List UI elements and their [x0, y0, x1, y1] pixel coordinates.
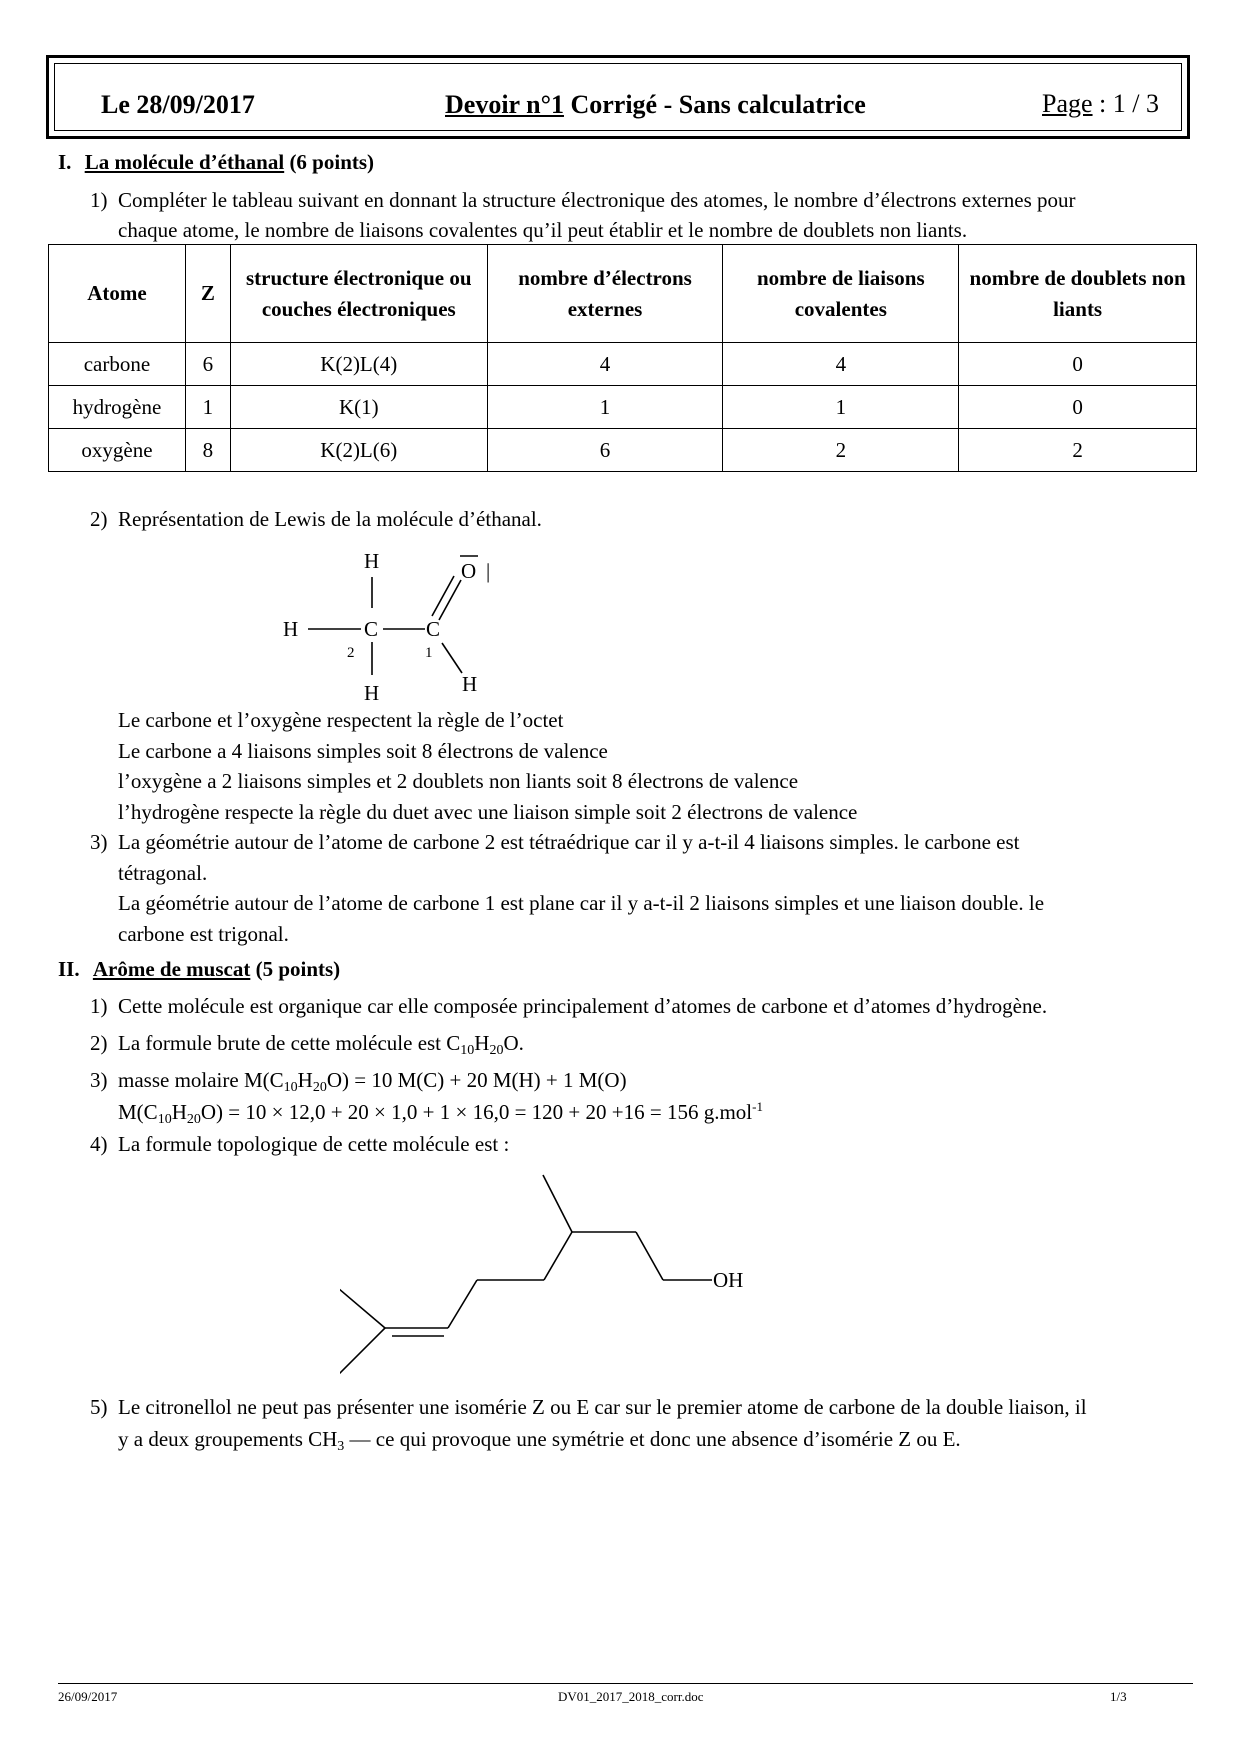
- s2-q5-line1: Le citronellol ne peut pas présenter une isomérie Z ou E car sur le premier atome de carbone de la double liaison, il: [118, 1395, 1087, 1419]
- table-cell: 4: [723, 343, 959, 386]
- lewis-o-lone-pair: |: [486, 559, 491, 583]
- s2-q2-sub-h: 20: [489, 1043, 504, 1058]
- lewis-o: O: [461, 559, 477, 583]
- s1-q1-line2: chaque atome, le nombre de liaisons covalentes qu’il peut établir et le nombre de doublets non liants.: [118, 218, 968, 242]
- s2-q5-number: 5): [90, 1395, 108, 1419]
- table-cell: 1: [723, 386, 959, 429]
- s1-q2-line: l’oxygène a 2 liaisons simples et 2 doublets non liants soit 8 électrons de valence: [118, 769, 799, 793]
- s1-q3-line: carbone est trigonal.: [118, 922, 289, 946]
- s1-q3-line: tétragonal.: [118, 861, 208, 885]
- s2-q1-number: 1): [90, 994, 108, 1018]
- s1-q2-number: 2): [90, 507, 108, 531]
- lewis-label-1: 1: [425, 645, 433, 661]
- header-page-value: : 1 / 3: [1092, 89, 1159, 118]
- table-cell: carbone: [49, 343, 186, 386]
- bond-chain-3: [544, 1232, 572, 1280]
- lewis-h-left: H: [283, 617, 299, 641]
- s2-q3-l2-h: H: [171, 1100, 187, 1124]
- s1-q3-number: 3): [90, 830, 108, 854]
- header-title-rest: Corrigé - Sans calculatrice: [563, 90, 866, 119]
- s1-q2-line: Le carbone et l’oxygène respectent la règle de l’octet: [118, 708, 564, 732]
- s2-q2-text: [118, 1029, 524, 1057]
- header-page: [1042, 86, 1159, 121]
- s1-q2-line: Le carbone a 4 liaisons simples soit 8 électrons de valence: [118, 739, 608, 763]
- bond-chain-1: [448, 1280, 477, 1328]
- table-header-cell: Z: [185, 245, 230, 343]
- s1-q3-line: La géométrie autour de l’atome de carbone 2 est tétraédrique car il y a-t-il 4 liaisons simples. le carbone est: [118, 830, 1020, 854]
- table-cell: K(2)L(6): [230, 429, 487, 472]
- table-cell: 2: [723, 429, 959, 472]
- section1-points: (6 points): [284, 150, 375, 174]
- s2-q2-h: H: [474, 1031, 490, 1055]
- table-cell: 2: [959, 429, 1197, 472]
- table-cell: 6: [487, 429, 723, 472]
- s2-q2-sub-c: 10: [460, 1043, 475, 1058]
- section2-heading: [58, 955, 340, 983]
- header-date: Le 28/09/2017: [101, 90, 255, 119]
- table-cell: oxygène: [49, 429, 186, 472]
- s1-q3-line: La géométrie autour de l’atome de carbone 1 est plane car il y a-t-il 2 liaisons simples et une liaison double. le: [118, 891, 1045, 915]
- s2-q3-l2-b: O) = 10 × 12,0 + 20 × 1,0 + 1 × 16,0 = 120 + 20 +16 = 156 g.mol: [200, 1100, 753, 1124]
- bond-c1-h-right: [442, 643, 462, 673]
- s2-q5-line2: [118, 1425, 961, 1453]
- table-cell: 4: [487, 343, 723, 386]
- table-header-cell: Atome: [49, 245, 186, 343]
- s2-q3-l1-b: O) = 10 M(C) + 20 M(H) + 1 M(O): [326, 1068, 627, 1092]
- lewis-h-bottom: H: [364, 681, 380, 705]
- table-cell: 1: [185, 386, 230, 429]
- s2-q3-l1-sub-h: 20: [312, 1080, 327, 1095]
- table-row: [49, 429, 1197, 472]
- s2-q3-l2-sub-h: 20: [186, 1112, 201, 1127]
- table-cell: 1: [487, 386, 723, 429]
- table-header-cell: nombre d’électrons externes: [487, 245, 723, 343]
- footer-date: 26/09/2017: [58, 1689, 118, 1704]
- s2-q4-number: 4): [90, 1132, 108, 1156]
- section2-number: II.: [58, 957, 80, 981]
- table-header-cell: nombre de liaisons covalentes: [723, 245, 959, 343]
- lewis-h-right: H: [462, 672, 478, 696]
- table-cell: 6: [185, 343, 230, 386]
- header-title-underlined: Devoir n°1: [445, 90, 564, 119]
- topo-oh-label: OH: [713, 1268, 744, 1292]
- header-title: [445, 87, 866, 122]
- table-header-cell: nombre de doublets non liants: [959, 245, 1197, 343]
- bond-chain-5: [636, 1232, 663, 1280]
- table-cell: K(2)L(4): [230, 343, 487, 386]
- s2-q3-line2: [118, 1098, 763, 1126]
- footer-divider: [58, 1683, 1193, 1684]
- s2-q3-line1: [118, 1066, 627, 1094]
- lewis-c1: C: [426, 617, 441, 641]
- s2-q2-end: O.: [503, 1031, 524, 1055]
- table-header-cell: structure électronique ou couches électroniques: [230, 245, 487, 343]
- table-cell: 0: [959, 343, 1197, 386]
- s2-q3-l2-sup: -1: [752, 1099, 763, 1114]
- double-bond-c1-o-b: [439, 580, 461, 620]
- s1-q2-line: l’hydrogène respecte la règle du duet avec une liaison simple soit 2 électrons de valence: [118, 800, 858, 824]
- s2-q5-l2-a: y a deux groupements CH: [118, 1427, 338, 1451]
- bond-branch-methyl: [543, 1175, 572, 1232]
- section1-title: La molécule d’éthanal: [84, 150, 285, 174]
- s2-q3-l1-sub-c: 10: [283, 1080, 298, 1095]
- table-cell: 8: [185, 429, 230, 472]
- lewis-h-top: H: [364, 549, 380, 573]
- s2-q5-l2-b: — ce qui provoque une symétrie et donc une absence d’isomérie Z ou E.: [344, 1427, 961, 1451]
- table-row: [49, 386, 1197, 429]
- header-inner-frame: [54, 63, 1182, 131]
- s2-q3-l1-a: masse molaire M(C: [118, 1068, 284, 1092]
- s2-q3-l1-h: H: [297, 1068, 313, 1092]
- s2-q1-text: Cette molécule est organique car elle composée principalement d’atomes de carbone et d’atomes d’hydrogène.: [118, 994, 1048, 1018]
- table-cell: hydrogène: [49, 386, 186, 429]
- section1-number: I.: [58, 150, 72, 174]
- s2-q2-prefix: La formule brute de cette molécule est C: [118, 1031, 461, 1055]
- header-page-label: Page: [1042, 89, 1093, 118]
- lewis-label-2: 2: [347, 645, 355, 661]
- s2-q3-l2-a: M(C: [118, 1100, 158, 1124]
- table-cell: K(1): [230, 386, 487, 429]
- s1-q1-number: 1): [90, 188, 108, 212]
- s2-q5-l2-sub: 3: [337, 1439, 345, 1454]
- footer-page: 1/3: [1110, 1689, 1127, 1704]
- footer-filename: DV01_2017_2018_corr.doc: [558, 1689, 704, 1704]
- s2-q3-number: 3): [90, 1068, 108, 1092]
- table-row: [49, 343, 1197, 386]
- s2-q4-text: La formule topologique de cette molécule est :: [118, 1132, 510, 1156]
- section2-points: (5 points): [250, 957, 341, 981]
- section1-heading: [58, 148, 374, 176]
- citronellol-skeletal-formula: [340, 1160, 780, 1400]
- s2-q2-number: 2): [90, 1031, 108, 1055]
- s1-q1-line1: Compléter le tableau suivant en donnant la structure électronique des atomes, le nombre d’électrons externes pour: [118, 188, 1076, 212]
- double-bond-c1-o-a: [432, 576, 454, 616]
- bond-methyl-upper: [340, 1277, 385, 1328]
- lewis-structure-diagram: [280, 545, 520, 705]
- bond-methyl-lower: [340, 1328, 385, 1388]
- s1-q2-text: Représentation de Lewis de la molécule d’éthanal.: [118, 507, 542, 531]
- lewis-c2: C: [364, 617, 379, 641]
- table-cell: 0: [959, 386, 1197, 429]
- table-header-row: [49, 245, 1197, 343]
- section2-title: Arôme de muscat: [92, 957, 251, 981]
- header-box: [46, 55, 1190, 139]
- s2-q3-l2-sub-c: 10: [157, 1112, 172, 1127]
- atoms-table: [48, 244, 1197, 472]
